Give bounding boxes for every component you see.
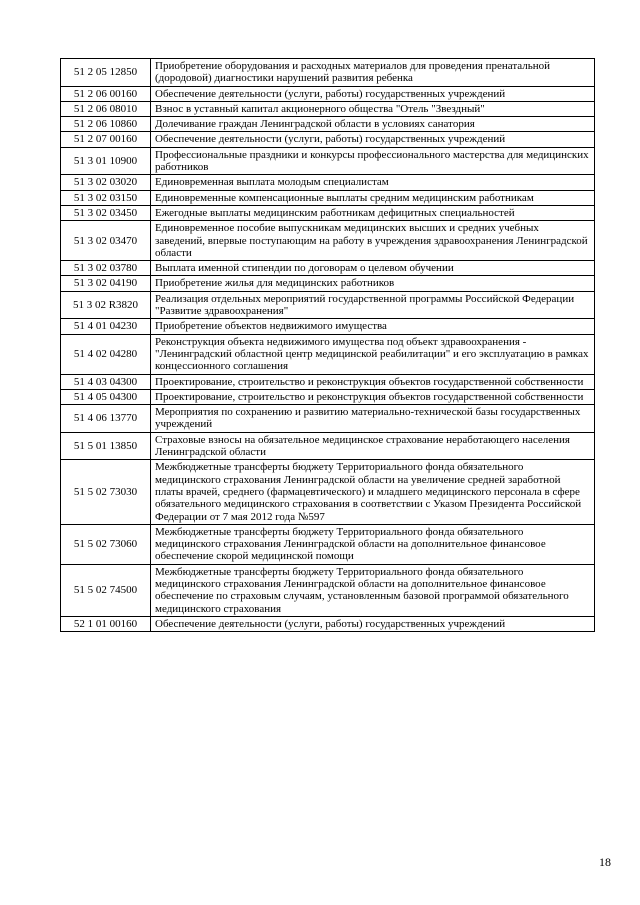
row-code: 51 3 01 10900 xyxy=(61,147,151,175)
row-code: 51 3 02 03020 xyxy=(61,175,151,190)
table-row xyxy=(61,276,595,291)
row-description: Долечивание граждан Ленинградской области в условиях санатория xyxy=(151,117,595,132)
table-row xyxy=(61,564,595,616)
row-code: 51 4 03 04300 xyxy=(61,374,151,389)
row-description: Приобретение объектов недвижимого имущества xyxy=(151,319,595,334)
table-row xyxy=(61,319,595,334)
row-code: 51 2 06 00160 xyxy=(61,86,151,101)
table-row xyxy=(61,175,595,190)
row-description: Единовременная выплата молодым специалистам xyxy=(151,175,595,190)
row-description: Проектирование, строительство и реконструкция объектов государственной собственности xyxy=(151,374,595,389)
row-code: 51 5 01 13850 xyxy=(61,432,151,460)
row-description: Реализация отдельных мероприятий государственной программы Российской Федерации "Развитие здравоохранения" xyxy=(151,291,595,319)
row-description: Страховые взносы на обязательное медицинское страхование неработающего населения Ленинградской области xyxy=(151,432,595,460)
page-number: 18 xyxy=(599,855,611,869)
row-description: Реконструкция объекта недвижимого имущества под объект здравоохранения - "Ленинградский областной центр медицинской реабилитации" и его эксплуатацию в рамках концессионного соглашения xyxy=(151,334,595,374)
row-description: Приобретение оборудования и расходных материалов для проведения пренатальной (дородовой) диагностики нарушений развития ребенка xyxy=(151,59,595,87)
row-code: 51 4 06 13770 xyxy=(61,405,151,433)
row-code: 51 5 02 73060 xyxy=(61,524,151,564)
row-description: Обеспечение деятельности (услуги, работы) государственных учреждений xyxy=(151,86,595,101)
row-description: Мероприятия по сохранению и развитию материально-технической базы государственных учреждений xyxy=(151,405,595,433)
row-description: Ежегодные выплаты медицинским работникам дефицитных специальностей xyxy=(151,205,595,220)
row-code: 51 2 06 10860 xyxy=(61,117,151,132)
row-description: Проектирование, строительство и реконструкция объектов государственной собственности xyxy=(151,389,595,404)
row-description: Межбюджетные трансферты бюджету Территориального фонда обязательного медицинского страхования Ленинградской области на дополнительное финансовое обеспечение по страховым случаям, установленным базовой программой обязательного медицинского страхования xyxy=(151,564,595,616)
table-row xyxy=(61,524,595,564)
table-row xyxy=(61,117,595,132)
row-description: Единовременные компенсационные выплаты средним медицинским работникам xyxy=(151,190,595,205)
row-code: 51 4 02 04280 xyxy=(61,334,151,374)
row-description: Взнос в уставный капитал акционерного общества "Отель "Звездный" xyxy=(151,101,595,116)
row-code: 51 3 02 04190 xyxy=(61,276,151,291)
table-body xyxy=(61,59,595,632)
table-row xyxy=(61,86,595,101)
row-description: Приобретение жилья для медицинских работников xyxy=(151,276,595,291)
table-row xyxy=(61,374,595,389)
row-code: 51 3 02 03450 xyxy=(61,205,151,220)
row-description: Межбюджетные трансферты бюджету Территориального фонда обязательного медицинского страхования Ленинградской области на дополнительное финансовое обеспечение скорой медицинской помощи xyxy=(151,524,595,564)
table-row xyxy=(61,389,595,404)
table-row xyxy=(61,221,595,261)
row-code: 51 2 05 12850 xyxy=(61,59,151,87)
table-row xyxy=(61,147,595,175)
row-code: 51 3 02 R3820 xyxy=(61,291,151,319)
row-code: 52 1 01 00160 xyxy=(61,616,151,631)
row-code: 51 3 02 03470 xyxy=(61,221,151,261)
table-row xyxy=(61,59,595,87)
row-description: Единовременное пособие выпускникам медицинских высших и средних учебных заведений, впервые поступающим на работу в учреждения здравоохранения Ленинградской области xyxy=(151,221,595,261)
row-code: 51 3 02 03150 xyxy=(61,190,151,205)
row-code: 51 2 07 00160 xyxy=(61,132,151,147)
row-code: 51 2 06 08010 xyxy=(61,101,151,116)
row-description: Обеспечение деятельности (услуги, работы) государственных учреждений xyxy=(151,616,595,631)
row-code: 51 3 02 03780 xyxy=(61,261,151,276)
row-description: Обеспечение деятельности (услуги, работы) государственных учреждений xyxy=(151,132,595,147)
table-row xyxy=(61,132,595,147)
table-row xyxy=(61,190,595,205)
row-description: Выплата именной стипендии по договорам о целевом обучении xyxy=(151,261,595,276)
row-description: Профессиональные праздники и конкурсы профессионального мастерства для медицинских работников xyxy=(151,147,595,175)
row-description: Межбюджетные трансферты бюджету Территориального фонда обязательного медицинского страхования Ленинградской области на увеличение средней заработной платы врачей, среднего (фармацевтического) и младшего медицинского персонала в сфере обязательного медицинского страхования в соответствии с Указом Президента Российской Федерации от 7 мая 2012 года №597 xyxy=(151,460,595,524)
row-code: 51 5 02 74500 xyxy=(61,564,151,616)
table-row xyxy=(61,460,595,524)
table-row xyxy=(61,334,595,374)
table-row xyxy=(61,432,595,460)
table-row xyxy=(61,291,595,319)
table-row xyxy=(61,405,595,433)
table-row xyxy=(61,616,595,631)
row-code: 51 5 02 73030 xyxy=(61,460,151,524)
row-code: 51 4 05 04300 xyxy=(61,389,151,404)
table-row xyxy=(61,261,595,276)
row-code: 51 4 01 04230 xyxy=(61,319,151,334)
budget-codes-table xyxy=(60,58,595,632)
table-row xyxy=(61,101,595,116)
table-row xyxy=(61,205,595,220)
